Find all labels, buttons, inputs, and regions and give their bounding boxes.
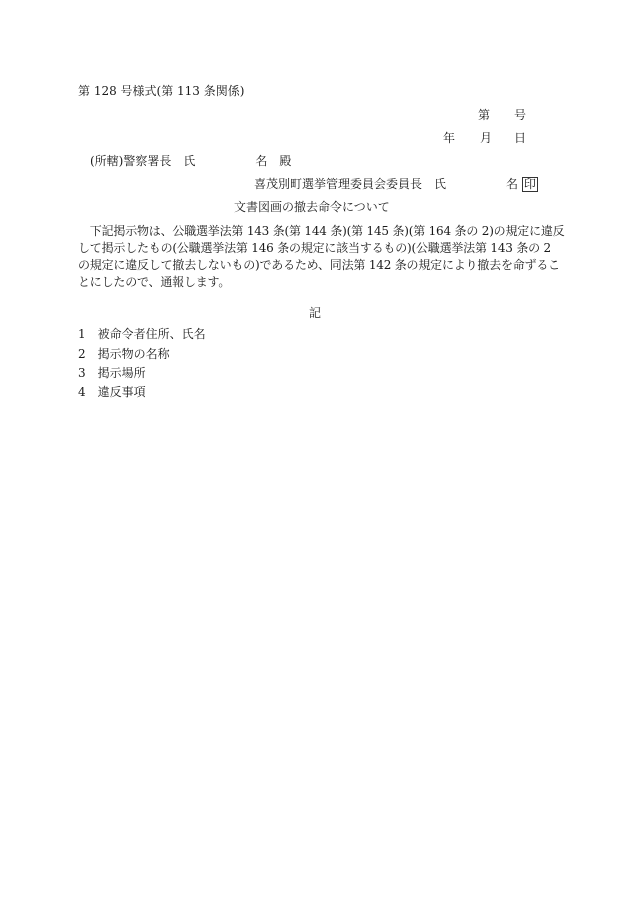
body-line: して掲示したもの(公職選挙法第 146 条の規定に該当するもの)(公職選挙法第 143 条の 2 <box>78 241 551 255</box>
body-line: の規定に違反して撤去しないもの)であるため、同法第 142 条の規定により撤去を命ずるこ <box>78 258 560 272</box>
item-label: 掲示物の名称 <box>97 347 170 361</box>
sender-line <box>254 177 538 192</box>
body-paragraph <box>78 223 565 291</box>
sender-title: 喜茂別町選挙管理委員会委員長 氏 名 <box>254 177 519 191</box>
list-item <box>78 347 170 361</box>
item-label: 被命令者住所、氏名 <box>97 327 206 341</box>
seal-mark: 印 <box>523 177 536 191</box>
item-number: 4 <box>78 385 86 399</box>
date-year: 年 <box>443 131 456 145</box>
item-number: 3 <box>78 366 86 380</box>
list-item <box>78 327 206 341</box>
body-line: とにしたので、通報します。 <box>78 275 231 289</box>
list-item <box>78 385 146 399</box>
item-label: 掲示場所 <box>97 366 146 380</box>
item-number: 1 <box>78 327 86 341</box>
item-number: 2 <box>78 347 86 361</box>
body-line: 下記掲示物は、公職選挙法第 143 条(第 144 条)(第 145 条)(第 164 条の 2)の規定に違反 <box>78 224 565 238</box>
recipient-line: (所轄)警察署長 氏 名 殿 <box>90 154 292 168</box>
date-month: 月 <box>480 131 493 145</box>
ki-heading: 記 <box>309 306 322 320</box>
date-day: 日 <box>514 131 527 145</box>
form-label: 第 128 号様式(第 113 条関係) <box>78 84 245 98</box>
item-label: 違反事項 <box>97 385 146 399</box>
document-subject: 文書図画の撤去命令について <box>234 200 390 214</box>
list-item <box>78 366 146 380</box>
doc-number-suffix: 号 <box>514 108 527 122</box>
doc-number-prefix: 第 <box>478 108 491 122</box>
